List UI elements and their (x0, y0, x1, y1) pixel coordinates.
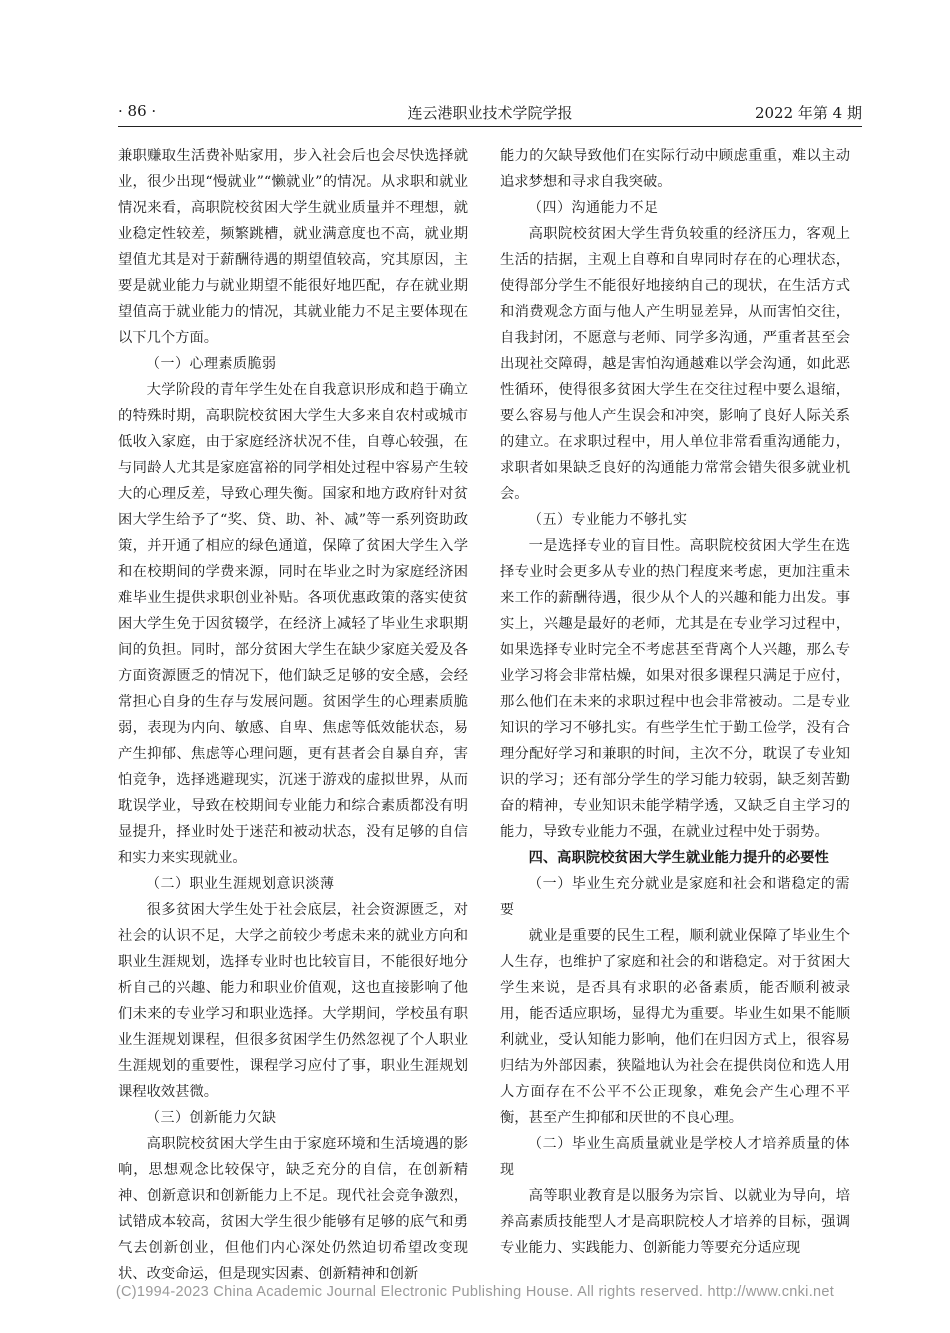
subsection-heading: （三）创新能力欠缺 (146, 1110, 277, 1126)
copyright-footer: (C)1994-2023 China Academic Journal Electronic Publishing House. All rights reserved. http://www.cnki.net (115, 1284, 835, 1300)
header-rule (118, 126, 862, 127)
paragraph: 就业是重要的民生工程，顺利就业保障了毕业生个人生存，也维护了家庭和社会的和谐稳定。对于贫困大学生来说，是否具有求职的必备素质，能否顺利被录用，能否适应职场，显得尤为重要。毕业生如果不能顺利就业，受认知能力影响，他们在归因方式上，很容易归结为外部因素，狭隘地认为社会在提供岗位和选人用人方面存在不公平不公正现象，难免会产生心理不平衡，甚至产生抑郁和厌世的不良心理。 (500, 928, 850, 1126)
paragraph: 能力的欠缺导致他们在实际行动中顾虑重重，难以主动追求梦想和寻求自我突破。 (500, 148, 850, 190)
issue-label: 2022 年第 4 期 (754, 104, 862, 122)
section-heading: 四、高职院校贫困大学生就业能力提升的必要性 (528, 850, 829, 866)
paragraph: 一是选择专业的盲目性。高职院校贫困大学生在选择专业时会更多从专业的热门程度来考虑，更加注重未来工作的薪酬待遇，很少从个人的兴趣和能力出发。事实上，兴趣是最好的老师，尤其是在专业学习过程中，如果选择专业时完全不考虑甚至背离个人兴趣，那么专业学习将会非常枯燥，如果对很多课程只满足于应付，那么他们在未来的求职过程中也会非常被动。二是专业知识的学习不够扎实。有些学生忙于勤工俭学，没有合理分配好学习和兼职的时间，主次不分，耽误了专业知识的学习；还有部分学生的学习能力较弱，缺乏刻苦勤奋的精神，专业知识未能学精学透，又缺乏自主学习的能力，导致专业能力不强，在就业过程中处于弱势。 (500, 538, 850, 840)
paragraph: 大学阶段的青年学生处在自我意识形成和趋于确立的特殊时期，高职院校贫困大学生大多来自农村或城市低收入家庭，由于家庭经济状况不佳，自尊心较强，在与同龄人尤其是家庭富裕的同学相处过程中容易产生较大的心理反差，导致心理失衡。国家和地方政府针对贫困大学生给予了“奖、贷、助、补、减”等一系列资助政策，并开通了相应的绿色通道，保障了贫困大学生入学和在校期间的学费来源，同时在毕业之时为家庭经济困难毕业生提供求职创业补贴。各项优惠政策的落实使贫困大学生免于因贫辍学，在经济上减轻了毕业生求职期间的负担。同时，部分贫困大学生在缺少家庭关爱及各方面资源匮乏的情况下，他们缺乏足够的安全感，会经常担心自身的生存与发展问题。贫困学生的心理素质脆弱，表现为内向、敏感、自卑、焦虑等低效能状态，易产生抑郁、焦虑等心理问题，更有甚者会自暴自弃，害怕竞争，选择逃避现实，沉迷于游戏的虚拟世界，从而耽误学业，导致在校期间专业能力和综合素质都没有明显提升，择业时处于迷茫和被动状态，没有足够的自信和实力来实现就业。 (118, 382, 468, 866)
subsection-heading: （一）毕业生充分就业是家庭和社会和谐稳定的需要 (500, 876, 850, 918)
right-column (500, 143, 850, 1261)
paragraph: 高职院校贫困大学生由于家庭环境和生活境遇的影响，思想观念比较保守，缺乏充分的自信，在创新精神、创新意识和创新能力上不足。现代社会竞争激烈，试错成本较高，贫困大学生很少能够有足够的底气和勇气去创新创业，但他们内心深处仍然迫切希望改变现状、改变命运，但是现实因素、创新精神和创新 (118, 1136, 468, 1282)
paragraph: 高等职业教育是以服务为宗旨、以就业为导向，培养高素质技能型人才是高职院校人才培养的目标，强调专业能力、实践能力、创新能力等要充分适应现 (500, 1188, 850, 1256)
subsection-heading: （二）毕业生高质量就业是学校人才培养质量的体现 (500, 1136, 850, 1178)
subsection-heading: （一）心理素质脆弱 (146, 356, 277, 372)
paragraph: 很多贫困大学生处于社会底层，社会资源匮乏，对社会的认识不足，大学之前较少考虑未来的就业方向和职业生涯规划，选择专业时也比较盲目，不能很好地分析自己的兴趣、能力和职业价值观，这也直接影响了他们未来的专业学习和职业选择。大学期间，学校虽有职业生涯规划课程，但很多贫困学生仍然忽视了个人职业生涯规划的重要性，课程学习应付了事，职业生涯规划课程收效甚微。 (118, 902, 468, 1100)
left-column (118, 143, 468, 1287)
page-header (118, 96, 862, 126)
page-number: · 86 · (118, 102, 157, 120)
journal-title: 连云港职业技术学院学报 (407, 104, 573, 122)
paragraph: 高职院校贫困大学生背负较重的经济压力，客观上生活的拮据，主观上自尊和自卑同时存在的心理状态，使得部分学生不能很好地接纳自己的现状，在生活方式和消费观念方面与他人产生明显差异，从而害怕交往，自我封闭，不愿意与老师、同学多沟通，严重者甚至会出现社交障碍，越是害怕沟通越难以学会沟通，如此恶性循环，使得很多贫困大学生在交往过程中要么退缩，要么容易与他人产生误会和冲突，影响了良好人际关系的建立。在求职过程中，用人单位非常看重沟通能力，求职者如果缺乏良好的沟通能力常常会错失很多就业机会。 (500, 226, 850, 502)
subsection-heading: （四）沟通能力不足 (528, 200, 659, 216)
subsection-heading: （五）专业能力不够扎实 (528, 512, 688, 528)
subsection-heading: （二）职业生涯规划意识淡薄 (146, 876, 335, 892)
paragraph: 兼职赚取生活费补贴家用，步入社会后也会尽快选择就业，很少出现“慢就业”“懒就业”的情况。从求职和就业情况来看，高职院校贫困大学生就业质量并不理想，就业稳定性较差，频繁跳槽，就业满意度也不高，就业期望值尤其是对于薪酬待遇的期望值较高，究其原因，主要是就业能力与就业期望不能很好地匹配，存在就业期望值高于就业能力的情况，其就业能力不足主要体现在以下几个方面。 (118, 148, 468, 346)
